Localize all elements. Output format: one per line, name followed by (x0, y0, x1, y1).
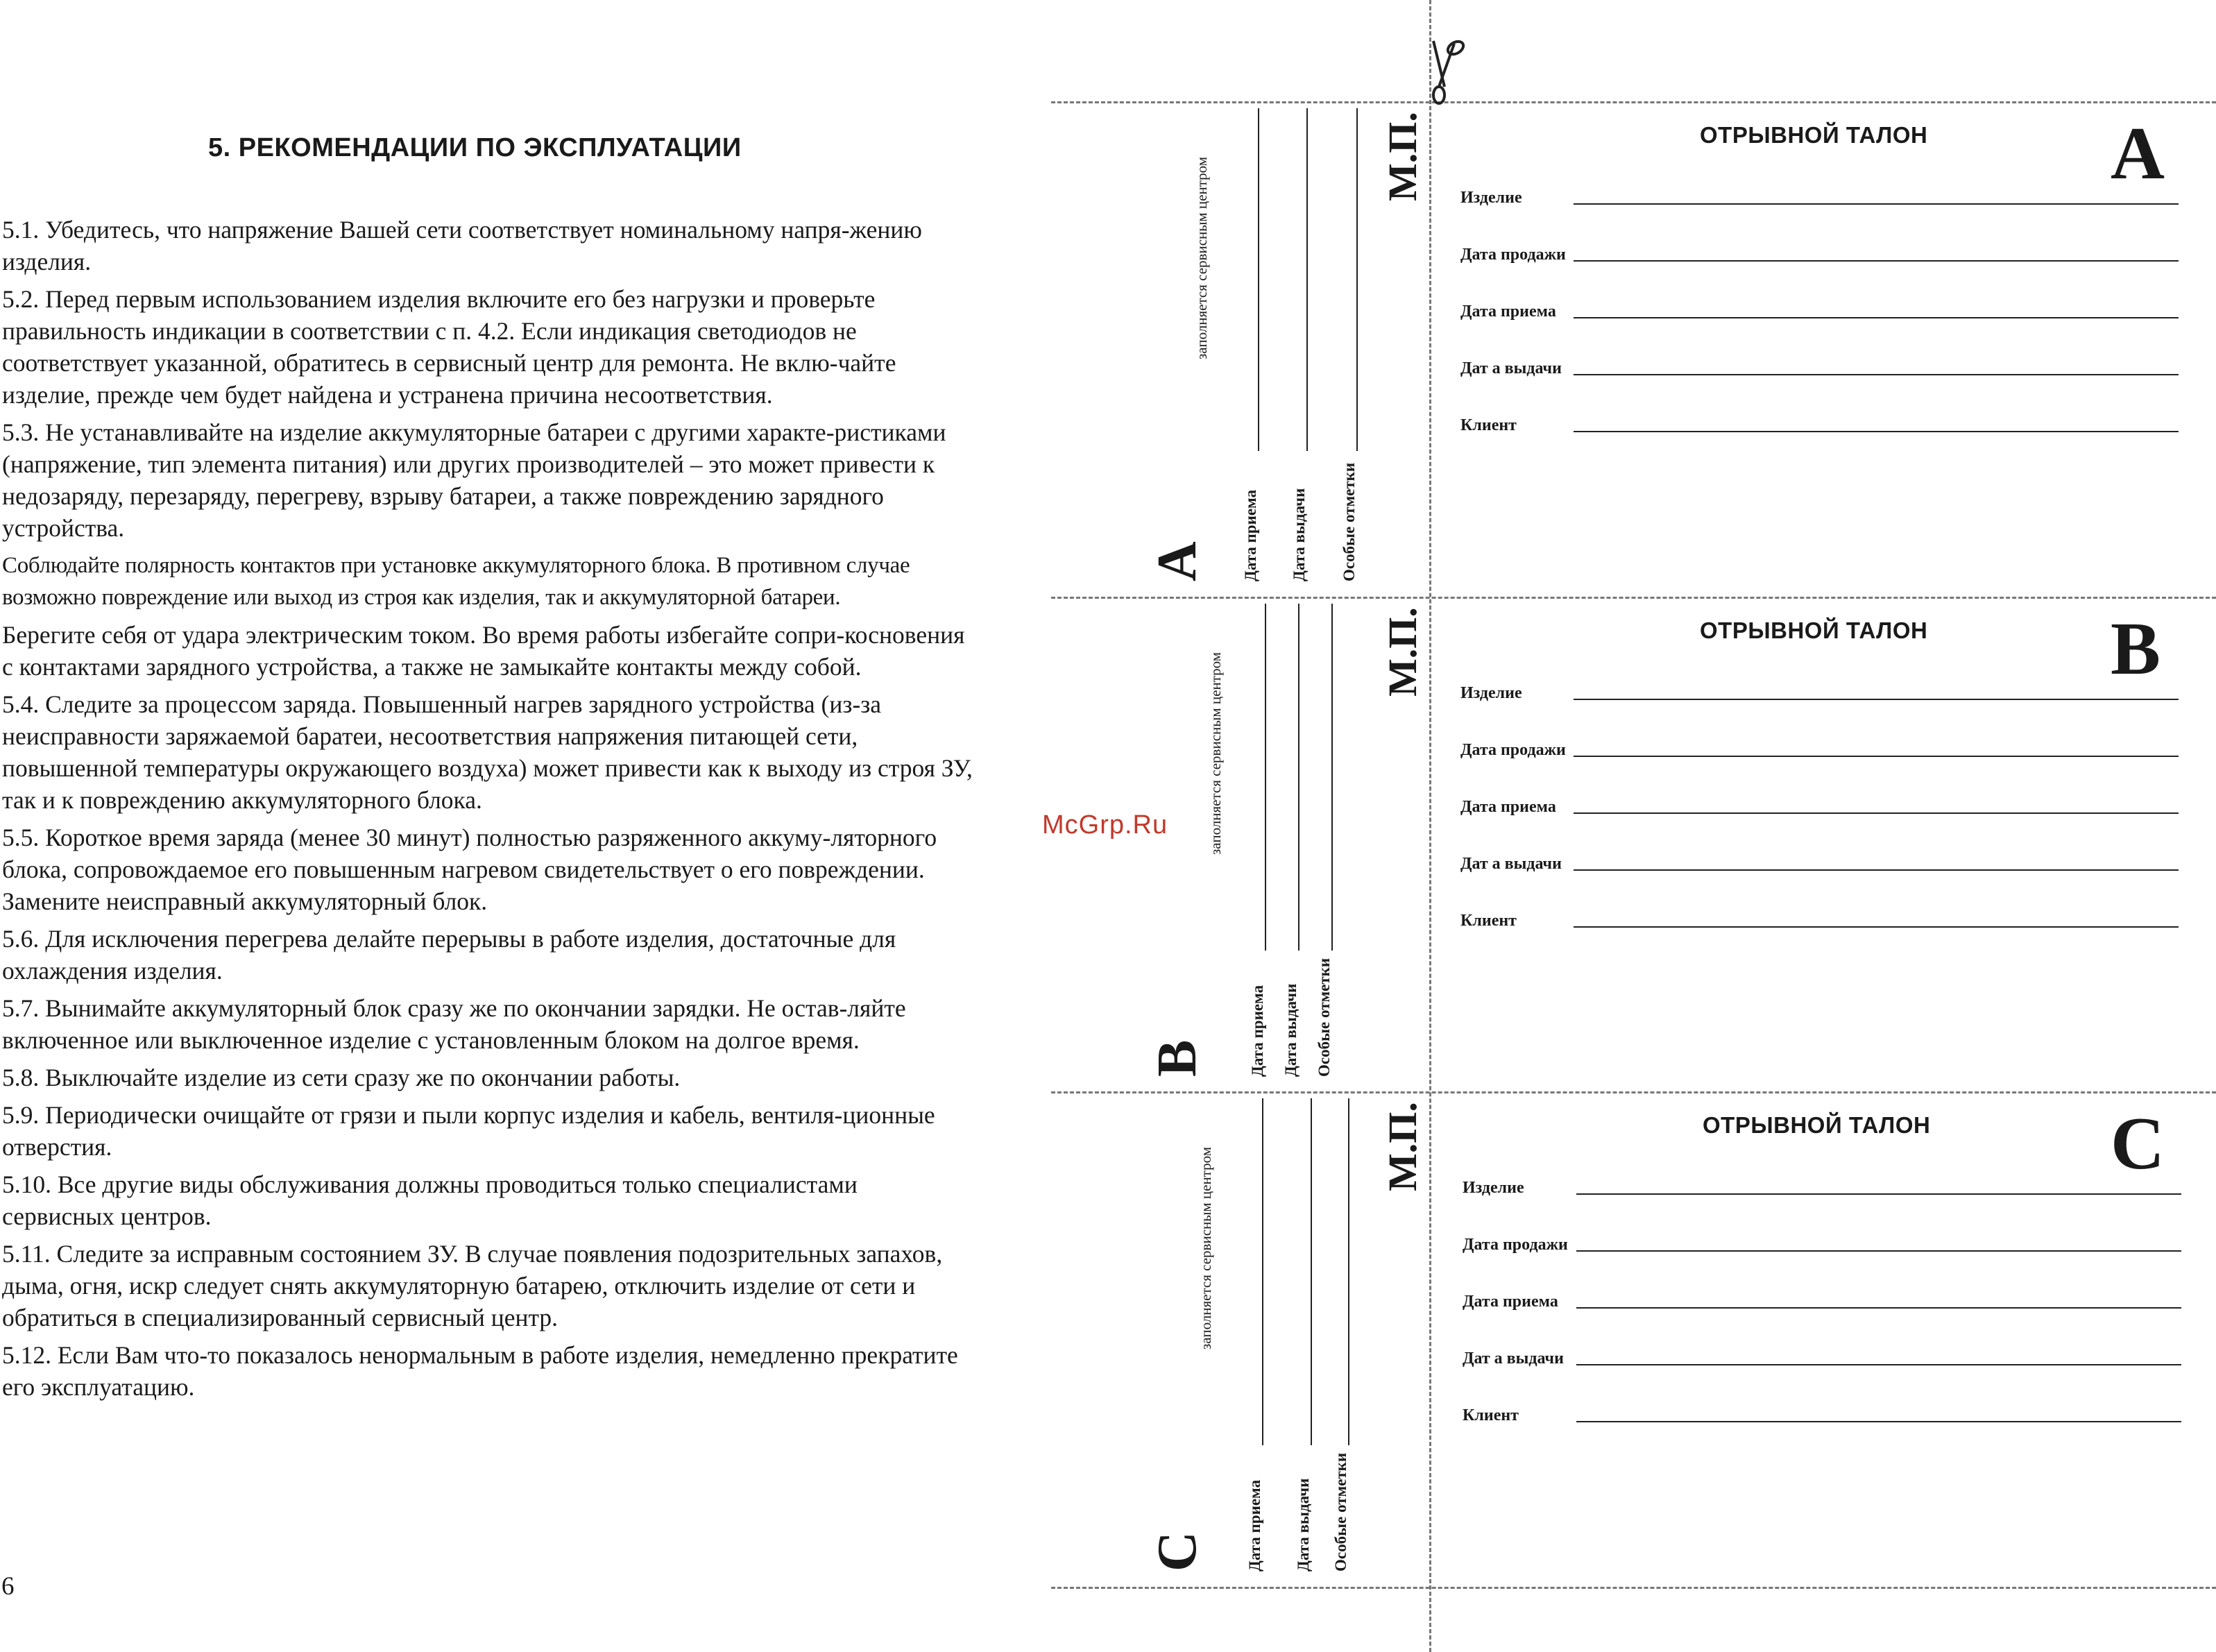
coupon-stub-a (1138, 103, 1429, 598)
stub-line-notes (1348, 1098, 1349, 1445)
field-line-client (1574, 926, 2179, 928)
field-line-receive-date (1574, 812, 2179, 814)
field-line-product (1576, 1193, 2181, 1195)
paragraph-5-3: 5.3. Не устанавливайте на изделие аккумуляторные батареи с другими характе-ристиками (напряжение, тип элемента питания) или других производителей – это может привести к недозаряду, перезаряду, перегреву, взрыву батареи, а также повреждению зарядного устройства. (2, 418, 946, 542)
stub-line-issued (1311, 1098, 1312, 1445)
stub-letter: A (1147, 541, 1208, 581)
paragraph-5-4: 5.4. Следите за процессом заряда. Повышенный нагрев зарядного устройства (из-за неисправности заряжаемой баратеи, несоответствия напряжения питающей сети, повышенной температуры окружающего воздуха) может привести как к выходу из строя ЗУ, так и к повреждению аккумуляторного блока. (2, 690, 973, 814)
stub-line-issued (1298, 604, 1299, 951)
paragraph-electric-shock: Берегите себя от удара электрическим током. Во время работы избегайте сопри-косновения с контактами зарядного устройства, а также не замыкайте контакты между собой. (2, 621, 965, 681)
field-label-receive-date: Дата приема (1460, 798, 1556, 816)
field-line-receive-date (1576, 1307, 2181, 1309)
paragraph-5-12: 5.12. Если Вам что-то показалось ненормальным в работе изделия, немедленно прекратите его эксплуатацию. (2, 1341, 958, 1401)
stub-letter: C (1147, 1531, 1208, 1572)
field-line-issue-date (1574, 374, 2179, 375)
coupon-title: ОТРЫВНОЙ ТАЛОН (1703, 1112, 1931, 1138)
field-line-product (1574, 203, 2179, 205)
coupon-letter: A (2111, 112, 2165, 195)
stub-label-notes: Особые отметки (1332, 1452, 1349, 1572)
stub-letter: B (1147, 1039, 1208, 1077)
coupon-body-b (1431, 598, 2216, 1093)
paragraph-5-5: 5.5. Короткое время заряда (менее 30 минут) полностью разряженного аккуму-ляторного блока, сопровождаемое его повышенным нагревом свидетельствует о его повреждении. Замените неисправный аккумуляторный блок. (2, 824, 937, 915)
paragraph-5-2: 5.2. Перед первым использованием изделия включите его без нагрузки и проверьте правильность индикации в соответствии с п. 4.2. Если индикация светодиодов не соответствует указанной, обратитесь в сервисный центр для ремонта. Не вклю-чайте изделие, прежде чем будет найдена и устранена причина несоответствия. (2, 285, 896, 409)
paragraph-5-1: 5.1. Убедитесь, что напряжение Вашей сети соответствует номинальному напря-жению изделия. (2, 216, 922, 275)
field-label-issue-date: Дат а выдачи (1463, 1349, 1564, 1368)
field-line-product (1574, 699, 2179, 700)
paragraph-polarity: Соблюдайте полярность контактов при установке аккумуляторного блока. В противном случае возможно повреждение или выход из строя как изделия, так и аккумуляторной батареи. (2, 553, 910, 610)
field-label-sale-date: Дата продажи (1460, 741, 1566, 759)
paragraph-5-7: 5.7. Вынимайте аккумуляторный блок сразу же по окончании зарядки. Не остав-ляйте включенное или выключенное изделие с установленным блоком на долгое время. (2, 994, 906, 1054)
coupon-letter: C (2111, 1102, 2165, 1185)
stamp-mark: М.П. (1380, 112, 1425, 201)
stub-note: заполняется сервисным центром (1193, 156, 1210, 359)
coupon-title: ОТРЫВНОЙ ТАЛОН (1700, 122, 1928, 148)
stub-line-notes (1356, 108, 1358, 451)
stub-label-issued: Дата выдачи (1290, 488, 1308, 581)
paragraph-5-9: 5.9. Периодически очищайте от грязи и пыли корпус изделия и кабель, вентиля-ционные отверстия. (2, 1101, 935, 1161)
field-line-sale-date (1574, 260, 2179, 262)
page-number: 6 (1, 1572, 15, 1601)
field-line-issue-date (1576, 1364, 2181, 1365)
field-line-client (1576, 1421, 2181, 1422)
stub-line-received (1262, 1098, 1263, 1445)
coupon-letter: B (2111, 608, 2161, 690)
paragraph-5-6: 5.6. Для исключения перегрева делайте перерывы в работе изделия, достаточные для охлаждения изделия. (2, 925, 896, 985)
field-label-issue-date: Дат а выдачи (1460, 855, 1562, 873)
coupon-title: ОТРЫВНОЙ ТАЛОН (1700, 618, 1928, 643)
section-body (2, 214, 973, 1408)
stub-label-received: Дата приема (1249, 985, 1266, 1077)
stub-line-notes (1331, 604, 1333, 951)
stub-note: заполняется сервисным центром (1198, 1146, 1214, 1349)
stub-label-issued: Дата выдачи (1282, 983, 1299, 1077)
stub-note: заполняется сервисным центром (1207, 652, 1224, 855)
watermark: McGrp.Ru (1042, 810, 1168, 840)
stub-label-issued: Дата выдачи (1295, 1478, 1312, 1572)
field-label-receive-date: Дата приема (1463, 1293, 1558, 1311)
stub-label-notes: Особые отметки (1315, 957, 1333, 1077)
stub-line-issued (1306, 108, 1308, 451)
field-label-product: Изделие (1460, 684, 1522, 702)
coupon-stub-b (1138, 598, 1429, 1093)
stub-label-received: Дата приема (1246, 1479, 1263, 1572)
coupon-body-a (1431, 103, 2216, 598)
field-label-issue-date: Дат а выдачи (1460, 359, 1562, 377)
stub-label-notes: Особые отметки (1340, 462, 1358, 581)
field-line-sale-date (1574, 756, 2179, 757)
field-label-product: Изделие (1460, 189, 1522, 207)
stub-label-received: Дата приема (1242, 489, 1259, 581)
stamp-mark: М.П. (1380, 1102, 1425, 1191)
left-page (0, 0, 985, 1652)
field-label-receive-date: Дата приема (1460, 303, 1556, 321)
coupon-body-c (1431, 1093, 2216, 1588)
field-label-sale-date: Дата продажи (1460, 246, 1566, 264)
field-line-receive-date (1574, 317, 2179, 318)
stub-line-received (1265, 604, 1266, 951)
scissors-icon (1424, 38, 1474, 106)
stub-line-received (1258, 108, 1259, 451)
field-label-client: Клиент (1460, 416, 1517, 434)
coupon-stub-c (1138, 1093, 1429, 1588)
section-title: 5. РЕКОМЕНДАЦИИ ПО ЭКСПЛУАТАЦИИ (208, 133, 742, 162)
field-label-client: Клиент (1460, 912, 1517, 930)
field-line-sale-date (1576, 1250, 2181, 1252)
field-label-product: Изделие (1463, 1179, 1524, 1197)
paragraph-5-8: 5.8. Выключайте изделие из сети сразу же по окончании работы. (2, 1064, 681, 1091)
field-line-client (1574, 431, 2179, 432)
field-line-issue-date (1574, 869, 2179, 871)
paragraph-5-11: 5.11. Следите за исправным состоянием ЗУ. В случае появления подозрительных запахов, дыма, огня, искр следует снять аккумуляторную батарею, отключить изделие от сети и обратиться в специализированный сервисный центр. (2, 1240, 943, 1331)
field-label-sale-date: Дата продажи (1463, 1236, 1568, 1254)
paragraph-5-10: 5.10. Все другие виды обслуживания должны проводиться только специалистами сервисных центров. (2, 1170, 858, 1230)
stamp-mark: М.П. (1380, 607, 1425, 697)
field-label-client: Клиент (1463, 1406, 1519, 1424)
